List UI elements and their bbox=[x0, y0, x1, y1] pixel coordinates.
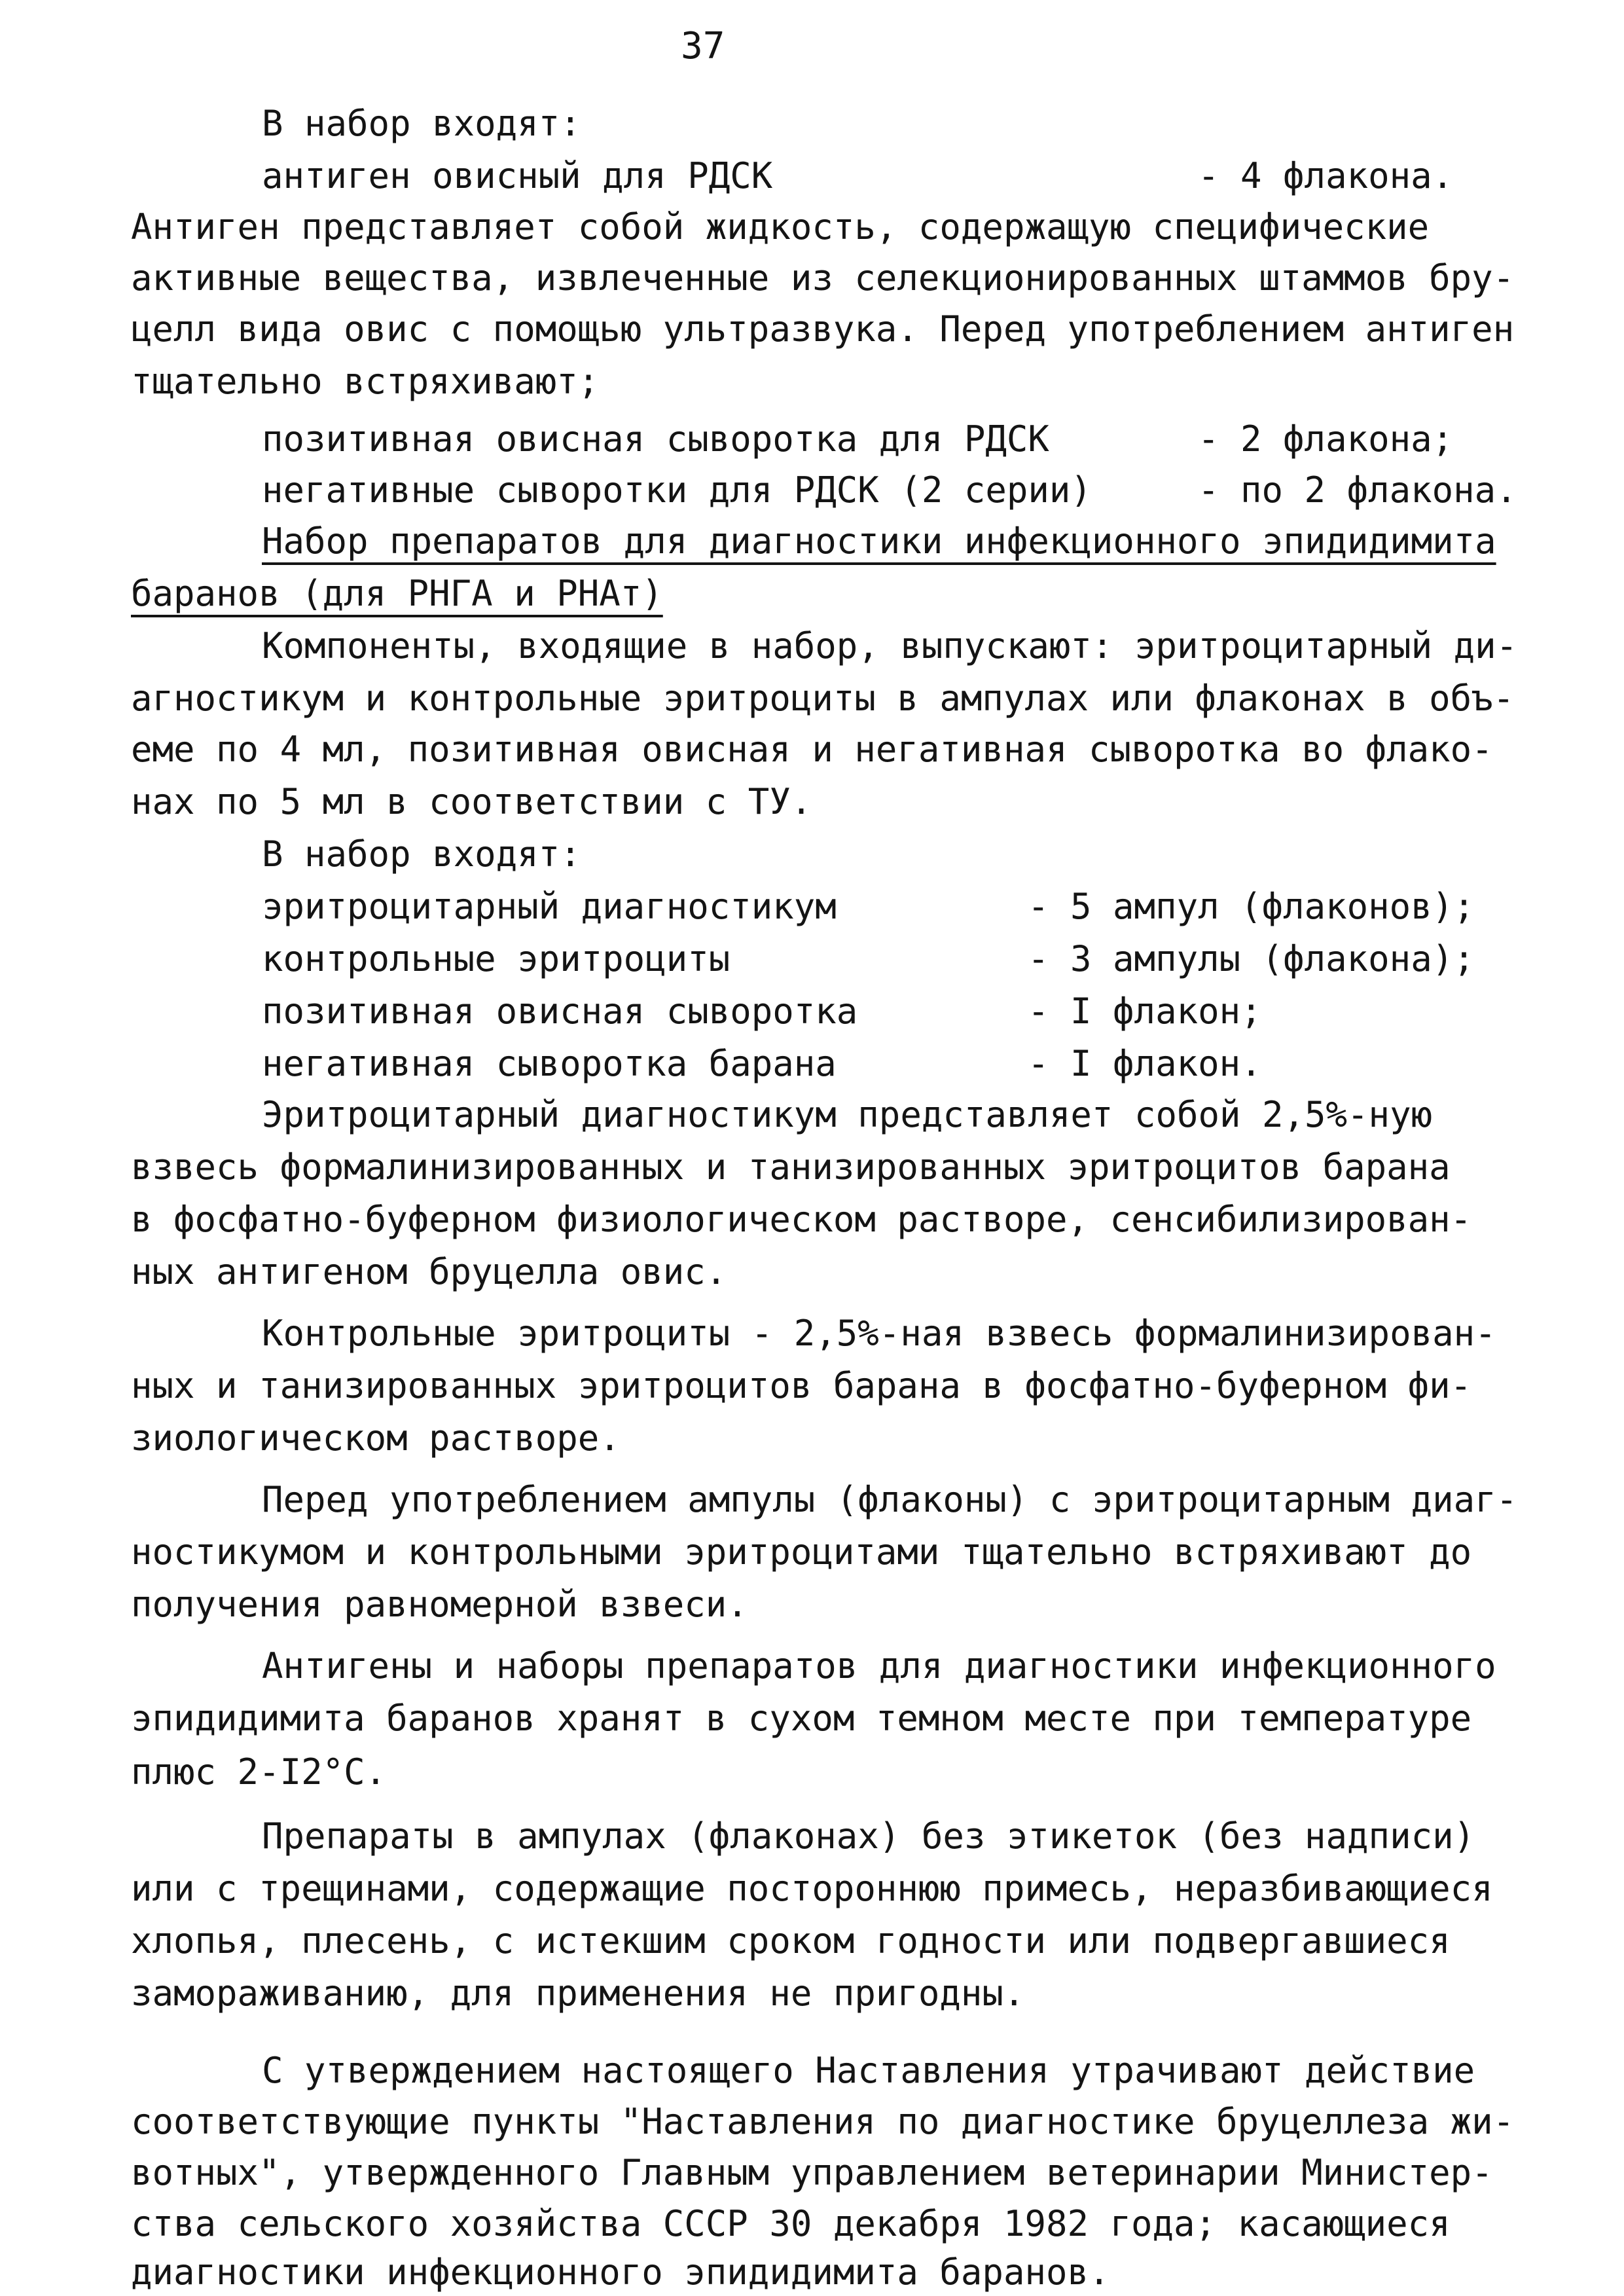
control-para-line: Контрольные эритроциты - 2,5%-ная взвесь формалинизирован- bbox=[262, 1313, 1496, 1354]
storage-para-line: Антигены и наборы препаратов для диагностики инфекционного bbox=[262, 1645, 1496, 1686]
components-para-line: нах по 5 мл в соответствии с ТУ. bbox=[131, 781, 812, 822]
page-number: 37 bbox=[681, 25, 725, 67]
kit1-item-name: антиген овисный для РДСК bbox=[262, 155, 773, 196]
final-para-line: вотных", утвержденного Главным управлением ветеринарии Министер- bbox=[131, 2152, 1493, 2193]
kit2-item-name: эритроцитарный диагностикум bbox=[262, 886, 837, 927]
unfit-para-line: замораживанию, для применения не пригодны. bbox=[131, 1973, 1025, 2014]
section-heading: баранов (для РНГА и РНАт) bbox=[131, 573, 663, 614]
components-para-line: агностикум и контрольные эритроциты в ампулах или флаконах в объ- bbox=[131, 678, 1515, 719]
control-para-line: зиологическом растворе. bbox=[131, 1417, 621, 1459]
control-para-line: ных и танизированных эритроцитов барана в фосфатно-буферном фи- bbox=[131, 1365, 1472, 1406]
unfit-para-line: Препараты в ампулах (флаконах) без этикеток (без надписи) bbox=[262, 1815, 1475, 1857]
components-para-line: Компоненты, входящие в набор, выпускают: эритроцитарный ди- bbox=[262, 625, 1518, 666]
kit1-intro: В набор входят: bbox=[262, 103, 581, 144]
serum-item-qty: - по 2 флакона. bbox=[1198, 469, 1517, 511]
shake-para-line: Перед употреблением ампулы (флаконы) с эритроцитарным диаг- bbox=[262, 1479, 1518, 1520]
kit2-item-name: контрольные эритроциты bbox=[262, 938, 731, 979]
section-heading: Набор препаратов для диагностики инфекционного эпидидимита bbox=[262, 520, 1496, 562]
final-para-line: соответствующие пункты "Наставления по диагностике бруцеллеза жи- bbox=[131, 2101, 1515, 2142]
unfit-para-line: хлопья, плесень, с истекшим сроком годности или подвергавшиеся bbox=[131, 1920, 1451, 1961]
kit2-item-qty: - 3 ампулы (флакона); bbox=[1028, 938, 1475, 979]
kit2-intro: В набор входят: bbox=[262, 833, 581, 875]
kit2-item-qty: - I флакон. bbox=[1028, 1043, 1262, 1084]
diag-para-line: ных антигеном бруцелла овис. bbox=[131, 1251, 727, 1292]
components-para-line: еме по 4 мл, позитивная овисная и негативная сыворотка во флако- bbox=[131, 729, 1493, 770]
diag-para-line: взвесь формалинизированных и танизированных эритроцитов барана bbox=[131, 1146, 1451, 1188]
final-para-line: диагностики инфекционного эпидидимита баранов. bbox=[131, 2251, 1110, 2293]
final-para-line: ства сельского хозяйства СССР 30 декабря 1982 года; касающиеся bbox=[131, 2203, 1451, 2244]
serum-item-name: негативные сыворотки для РДСК (2 серии) bbox=[262, 469, 1092, 511]
antigen-para-line: тщательно встряхивают; bbox=[131, 361, 600, 402]
shake-para-line: получения равномерной взвеси. bbox=[131, 1584, 748, 1625]
storage-para-line: плюс 2-I2°С. bbox=[131, 1751, 387, 1793]
antigen-para-line: Антиген представляет собой жидкость, содержащую специфические bbox=[131, 206, 1430, 247]
unfit-para-line: или с трещинами, содержащие постороннюю примесь, неразбивающиеся bbox=[131, 1868, 1493, 1909]
antigen-para-line: активные вещества, извлеченные из селекционированных штаммов бру- bbox=[131, 257, 1515, 299]
storage-para-line: эпидидимита баранов хранят в сухом темном месте при температуре bbox=[131, 1698, 1472, 1739]
diag-para-line: в фосфатно-буферном физиологическом растворе, сенсибилизирован- bbox=[131, 1199, 1472, 1240]
kit2-item-qty: - I флакон; bbox=[1028, 991, 1262, 1032]
shake-para-line: ностикумом и контрольными эритроцитами тщательно встряхивают до bbox=[131, 1531, 1472, 1573]
serum-item-name: позитивная овисная сыворотка для РДСК bbox=[262, 418, 1049, 460]
antigen-para-line: целл вида овис с помощью ультразвука. Перед употреблением антиген bbox=[131, 308, 1515, 350]
serum-item-qty: - 2 флакона; bbox=[1198, 418, 1454, 460]
final-para-line: С утверждением настоящего Наставления утрачивают действие bbox=[262, 2050, 1475, 2091]
kit1-item-qty: - 4 флакона. bbox=[1198, 155, 1454, 196]
kit2-item-qty: - 5 ампул (флаконов); bbox=[1028, 886, 1475, 927]
kit2-item-name: позитивная овисная сыворотка bbox=[262, 991, 858, 1032]
kit2-item-name: негативная сыворотка барана bbox=[262, 1043, 837, 1084]
diag-para-line: Эритроцитарный диагностикум представляет собой 2,5%-ную bbox=[262, 1094, 1433, 1135]
